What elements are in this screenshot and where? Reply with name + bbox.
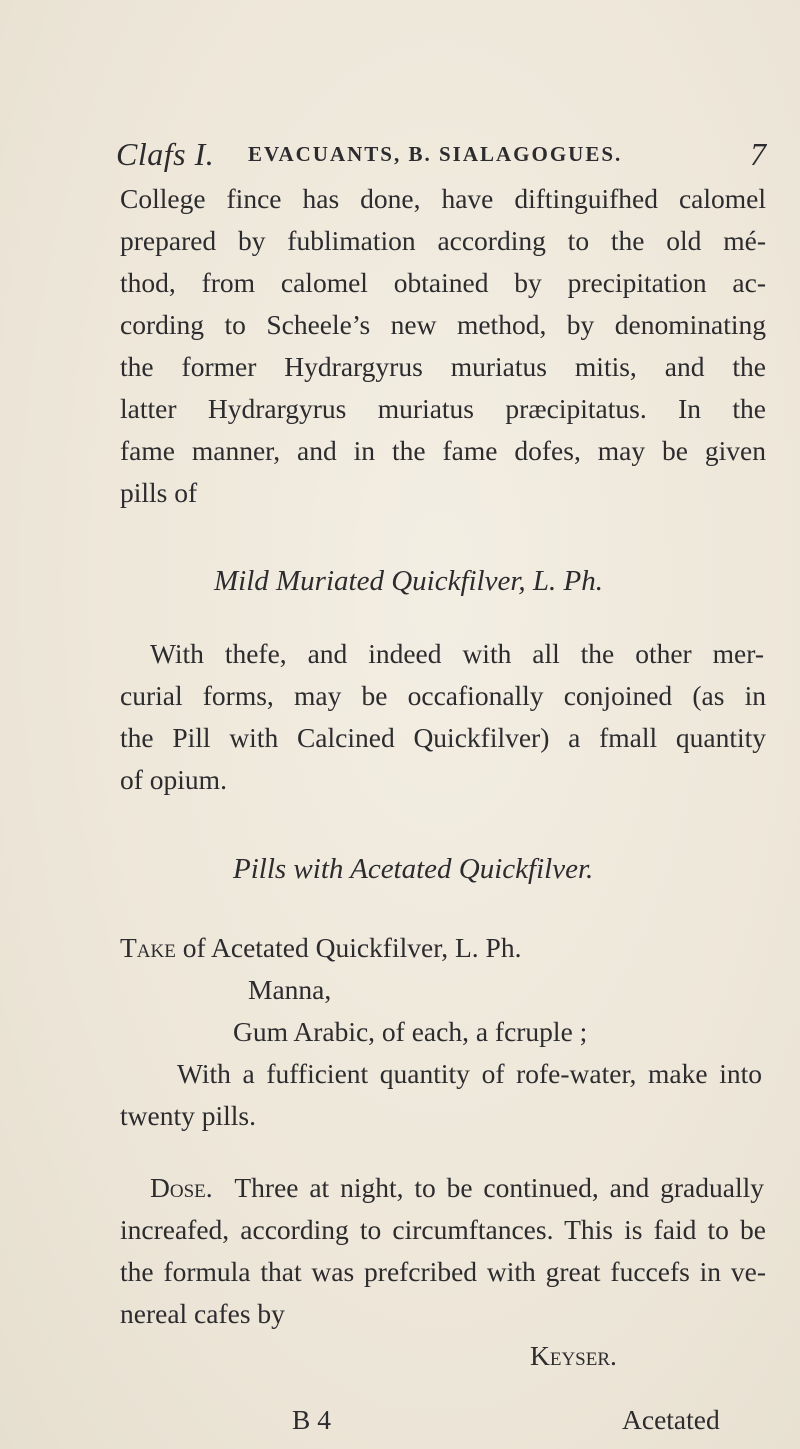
- dose-first-line: [150, 1172, 764, 1204]
- text-line: College fince has done, have diftinguifhed calomel: [120, 183, 766, 214]
- text-line: latter Hydrargyrus muriatus præcipitatus. In the: [120, 393, 766, 424]
- text-line: nereal cafes by: [120, 1298, 285, 1329]
- text-line: the formula that was prefcribed with great fuccefs in ve-: [120, 1256, 766, 1287]
- text-line: pills of: [120, 477, 198, 508]
- page-number: 7: [750, 136, 766, 172]
- text-line: prepared by fublimation according to the old mé-: [120, 225, 766, 256]
- text-line: of opium.: [120, 764, 227, 795]
- recipe-take-line: [120, 932, 521, 964]
- recipe-ingredient: Manna,: [248, 974, 332, 1005]
- header-class-label: Clafs I.: [116, 136, 215, 172]
- catchword: Acetated: [622, 1404, 720, 1435]
- recipe-instruction: twenty pills.: [120, 1100, 256, 1131]
- take-word: Take: [120, 932, 176, 963]
- take-rest: of Acetated Quickfilver, L. Ph.: [175, 932, 522, 963]
- text-line: curial forms, may be occafionally conjoined (as in: [120, 680, 766, 711]
- recipe-ingredient: Gum Arabic, of each, a fcruple ;: [233, 1016, 588, 1047]
- text-line: cording to Scheele’s new method, by denominating: [120, 309, 766, 340]
- section-heading-acetated-pills: Pills with Acetated Quickfilver.: [233, 853, 594, 885]
- text-line: fame manner, and in the fame dofes, may be given: [120, 435, 766, 466]
- section-heading-mild-muriated: Mild Muriated Quickfilver, L. Ph.: [214, 565, 604, 597]
- text-line: the Pill with Calcined Quickfilver) a fmall quantity: [120, 722, 766, 753]
- text-line: increafed, according to circumftances. This is faid to be: [120, 1214, 766, 1245]
- dose-rest: Three at night, to be continued, and gradually: [234, 1172, 765, 1203]
- header-section-title: EVACUANTS, B. SIALAGOGUES.: [248, 142, 623, 166]
- recipe-instruction: With a fufficient quantity of rofe-water, make into: [177, 1058, 762, 1089]
- running-header: [116, 136, 766, 176]
- dose-word: Dose.: [150, 1172, 213, 1203]
- text-line: thod, from calomel obtained by precipitation ac-: [120, 267, 766, 298]
- signature-mark: B 4: [292, 1404, 331, 1435]
- text-line: With thefe, and indeed with all the other mer-: [150, 638, 764, 669]
- text-line: the former Hydrargyrus muriatus mitis, and the: [120, 351, 766, 382]
- author-attribution: Keyser.: [530, 1340, 617, 1371]
